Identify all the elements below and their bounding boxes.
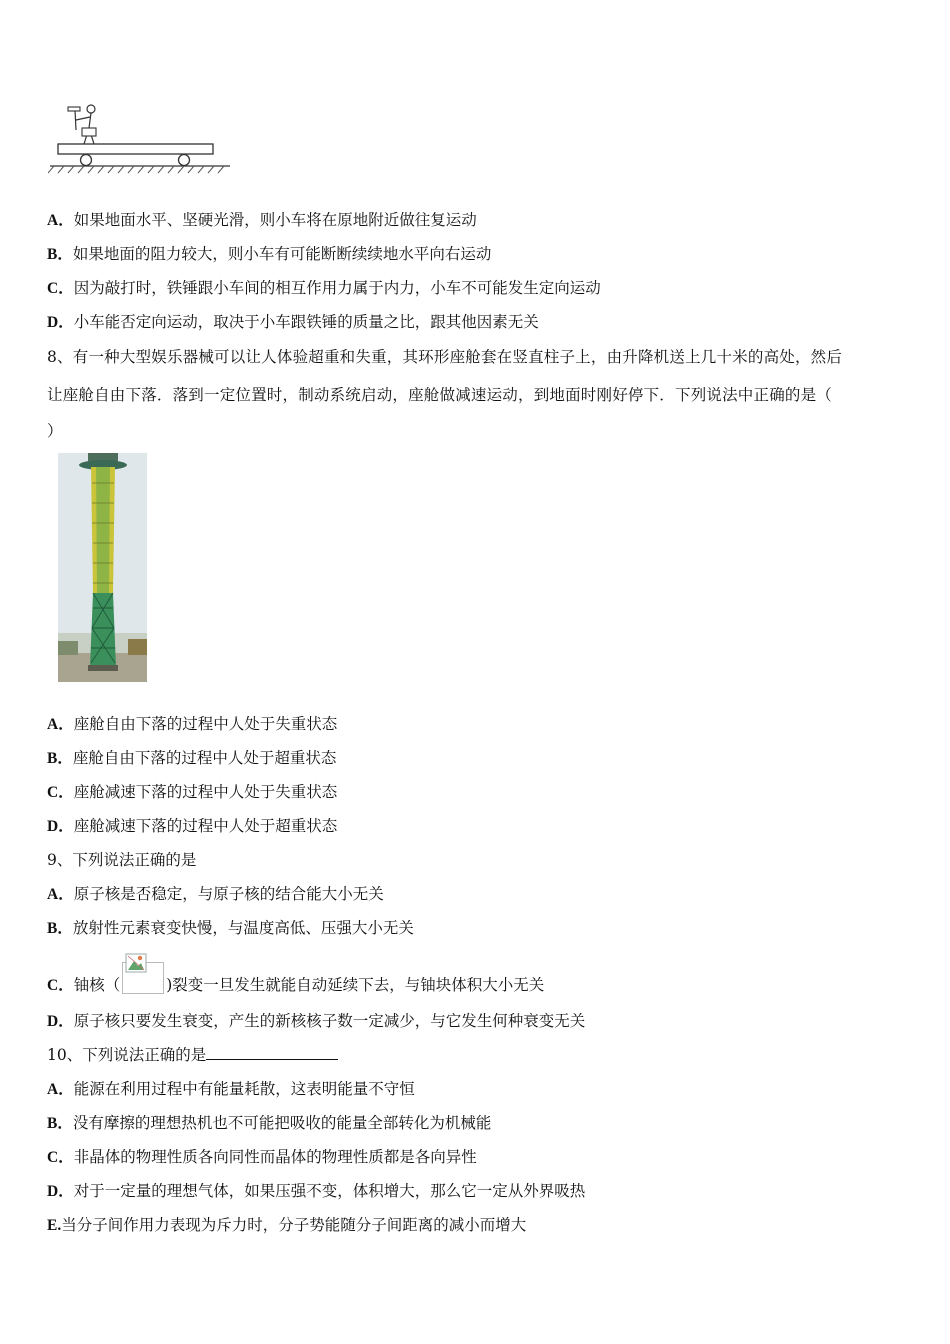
q8-stem-line1: 8、有一种大型娱乐器械可以让人体验超重和失重，其环形座舱套在竖直柱子上，由升降机送上几十米的高处，然后	[47, 348, 843, 366]
answer-blank[interactable]	[206, 1045, 338, 1060]
q8-option-a: A．座舱自由下落的过程中人处于失重状态	[47, 715, 338, 733]
q10-option-a: A．能源在利用过程中有能量耗散，这表明能量不守恒	[47, 1080, 415, 1098]
q8-option-c: C．座舱减速下落的过程中人处于失重状态	[47, 783, 338, 801]
q8-stem-line3: ）	[47, 422, 63, 440]
q10-option-b: B．没有摩擦的理想热机也不可能把吸收的能量全部转化为机械能	[47, 1114, 492, 1132]
q8-stem-line2: 让座舱自由下落．落到一定位置时，制动系统启动，座舱做减速运动，到地面时刚好停下．下列说法中正确的是（	[47, 386, 833, 404]
broken-image-icon	[122, 962, 164, 994]
q9-option-d: D．原子核只要发生衰变，产生的新核核子数一定减少，与它发生何种衰变无关	[47, 1012, 586, 1030]
q7-option-c: C．因为敲打时，铁锤跟小车间的相互作用力属于内力，小车不可能发生定向运动	[47, 279, 601, 297]
q9-stem: 9、下列说法正确的是	[47, 851, 197, 869]
q8-option-d: D．座舱减速下落的过程中人处于超重状态	[47, 817, 338, 835]
q10-option-e: E.当分子间作用力表现为斥力时，分子势能随分子间距离的减小而增大	[47, 1216, 527, 1234]
q10-option-c: C．非晶体的物理性质各向同性而晶体的物理性质都是各向异性	[47, 1148, 477, 1166]
drop-tower-photo	[58, 453, 147, 682]
q8-option-b: B．座舱自由下落的过程中人处于超重状态	[47, 749, 337, 767]
q7-option-b: B．如果地面的阻力较大，则小车有可能断断续续地水平向右运动	[47, 245, 492, 263]
q10-option-d: D．对于一定量的理想气体，如果压强不变，体积增大，那么它一定从外界吸热	[47, 1182, 586, 1200]
cart-hammer-figure	[48, 100, 233, 175]
q7-option-d: D．小车能否定向运动，取决于小车跟铁锤的质量之比，跟其他因素无关	[47, 313, 539, 331]
q9-option-a: A．原子核是否稳定，与原子核的结合能大小无关	[47, 885, 384, 903]
q9-option-c: C．铀核（ )裂变一旦发生就能自动延续下去，与铀块体积大小无关	[47, 962, 544, 997]
q7-option-a: A．如果地面水平、坚硬光滑，则小车将在原地附近做往复运动	[47, 211, 477, 229]
q9-option-b: B．放射性元素衰变快慢，与温度高低、压强大小无关	[47, 919, 414, 937]
q10-stem: 10、下列说法正确的是	[47, 1044, 338, 1066]
